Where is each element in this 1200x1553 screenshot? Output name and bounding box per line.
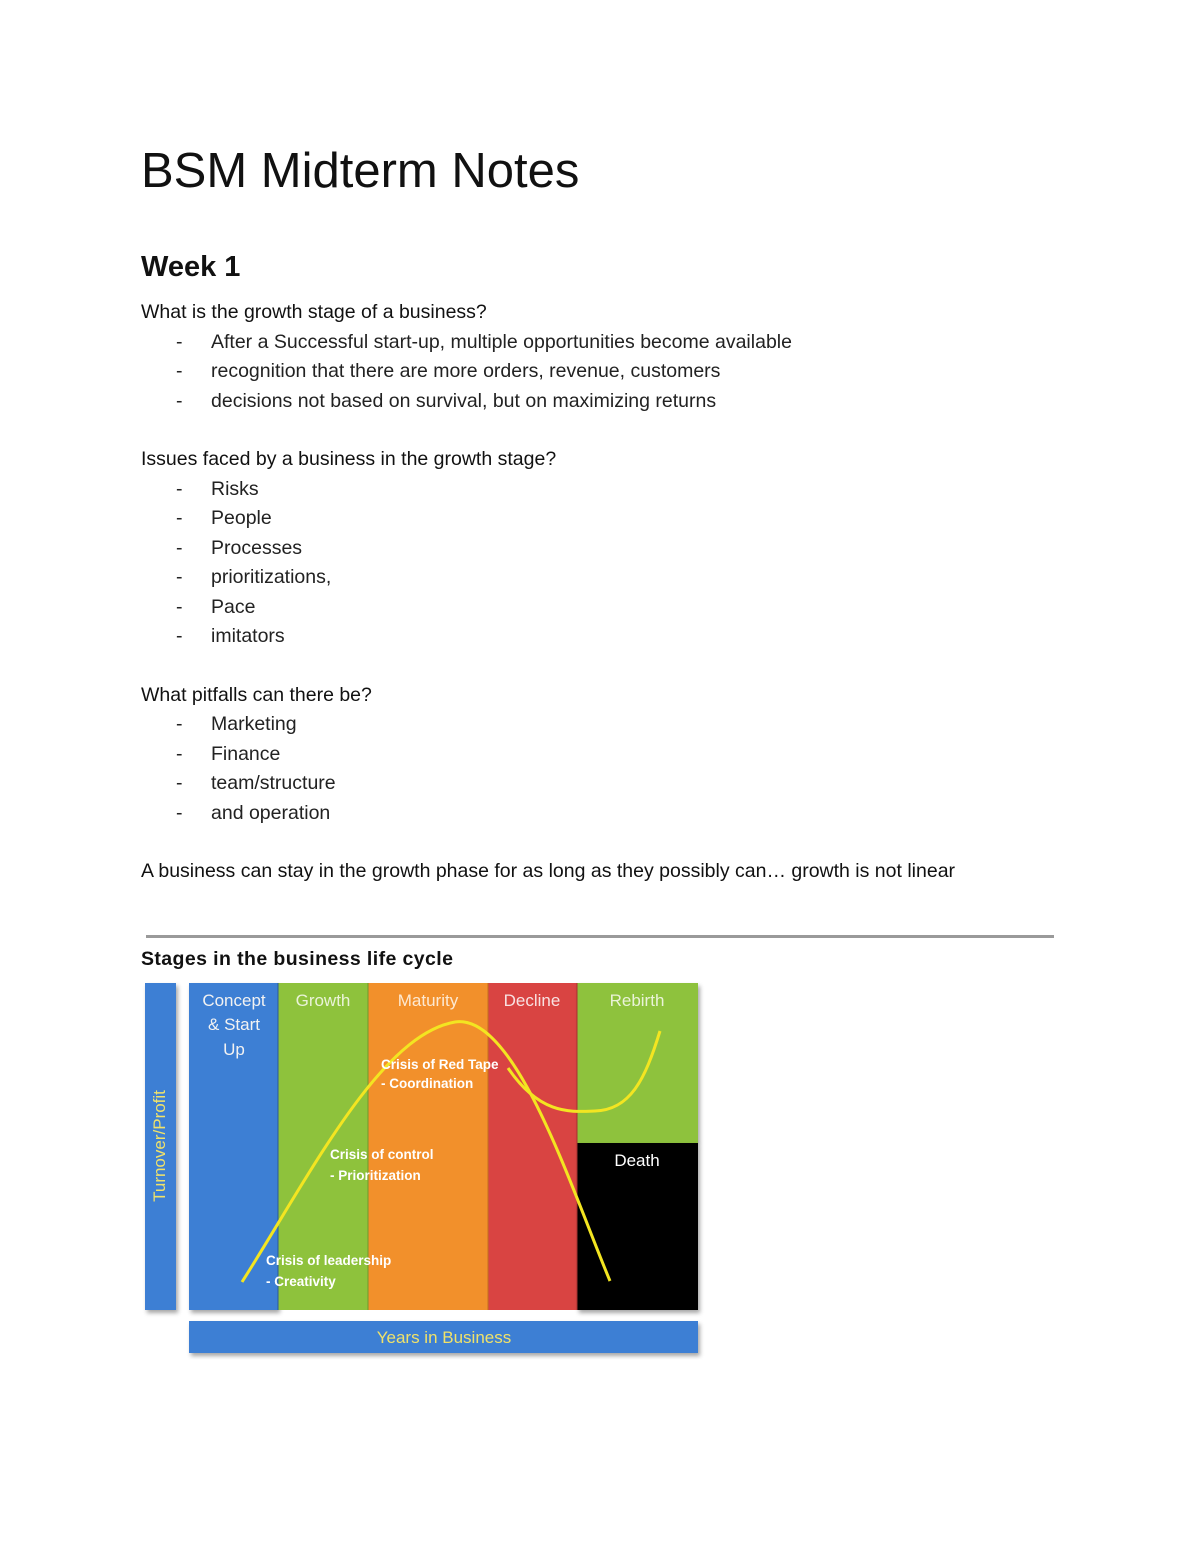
list-item: - prioritizations,: [141, 563, 1061, 593]
document-page: [141, 140, 1061, 887]
list-item: - and operation: [141, 799, 1061, 829]
stage-label-death: Death: [614, 1151, 660, 1170]
document-title: BSM Midterm Notes: [141, 144, 580, 198]
crisis-control-label: Crisis of control: [330, 1147, 434, 1162]
dash-bullet: -: [176, 742, 183, 765]
issues-block: [141, 445, 1061, 652]
dash-bullet: -: [176, 801, 183, 824]
stage-decline-column: [488, 983, 577, 1310]
pitfalls-list: [141, 710, 1061, 828]
stage-label-decline: Decline: [503, 991, 561, 1010]
stage-label-growth: Growth: [295, 991, 351, 1010]
list-item: - recognition that there are more orders, revenue, customers: [141, 357, 1061, 387]
figure-caption: Stages in the business life cycle: [141, 948, 454, 970]
list-item: - decisions not based on survival, but on maximizing returns: [141, 387, 1061, 417]
crisis-redtape-label: Crisis of Red Tape: [381, 1057, 499, 1072]
list-item: - imitators: [141, 622, 1061, 652]
list-item: - team/structure: [141, 769, 1061, 799]
list-item: - Processes: [141, 534, 1061, 564]
summary-text: A business can stay in the growth phase for as long as they possibly can… growth is not linear: [141, 860, 956, 882]
stage-label-concept: Up: [223, 1040, 245, 1059]
dash-bullet: -: [176, 772, 183, 794]
dash-bullet: -: [176, 713, 183, 735]
dash-bullet: -: [176, 389, 183, 412]
stage-label-maturity: Maturity: [397, 991, 459, 1010]
growth-stage-list: [141, 328, 1061, 417]
list-item: - Risks: [141, 475, 1061, 505]
dash-bullet: -: [176, 507, 183, 529]
stage-label-concept: Concept: [202, 991, 266, 1010]
pitfalls-block: [141, 681, 1061, 829]
dash-bullet: -: [176, 360, 183, 382]
list-item: - Pace: [141, 593, 1061, 623]
crisis-control-sub: - Prioritization: [330, 1168, 421, 1183]
x-axis-label: Years in Business: [376, 1328, 512, 1347]
list-item: - After a Successful start-up, multiple opportunities become available: [141, 328, 1061, 358]
dash-bullet: -: [176, 595, 183, 618]
list-item: - Finance: [141, 740, 1061, 770]
list-item: - People: [141, 504, 1061, 534]
business-life-cycle-diagram: [140, 975, 705, 1360]
dash-bullet: -: [176, 536, 183, 559]
issues-list: [141, 475, 1061, 652]
dash-bullet: -: [176, 566, 183, 588]
crisis-leadership-sub: - Creativity: [266, 1274, 336, 1289]
stage-label-concept: & Start: [208, 1015, 260, 1034]
y-axis-label: Turnover/Profit: [149, 1090, 169, 1202]
dash-bullet: -: [176, 477, 183, 500]
crisis-leadership-label: Crisis of leadership: [266, 1253, 392, 1268]
growth-stage-question: What is the growth stage of a business?: [141, 301, 487, 323]
issues-question: Issues faced by a business in the growth stage?: [141, 448, 557, 470]
dash-bullet: -: [176, 625, 183, 647]
crisis-redtape-sub: - Coordination: [381, 1076, 474, 1091]
stage-label-rebirth: Rebirth: [609, 991, 665, 1010]
week-heading: Week 1: [141, 251, 241, 283]
horizontal-rule: [146, 935, 1054, 938]
list-item: - Marketing: [141, 710, 1061, 740]
pitfalls-question: What pitfalls can there be?: [141, 683, 372, 706]
dash-bullet: -: [176, 330, 183, 353]
